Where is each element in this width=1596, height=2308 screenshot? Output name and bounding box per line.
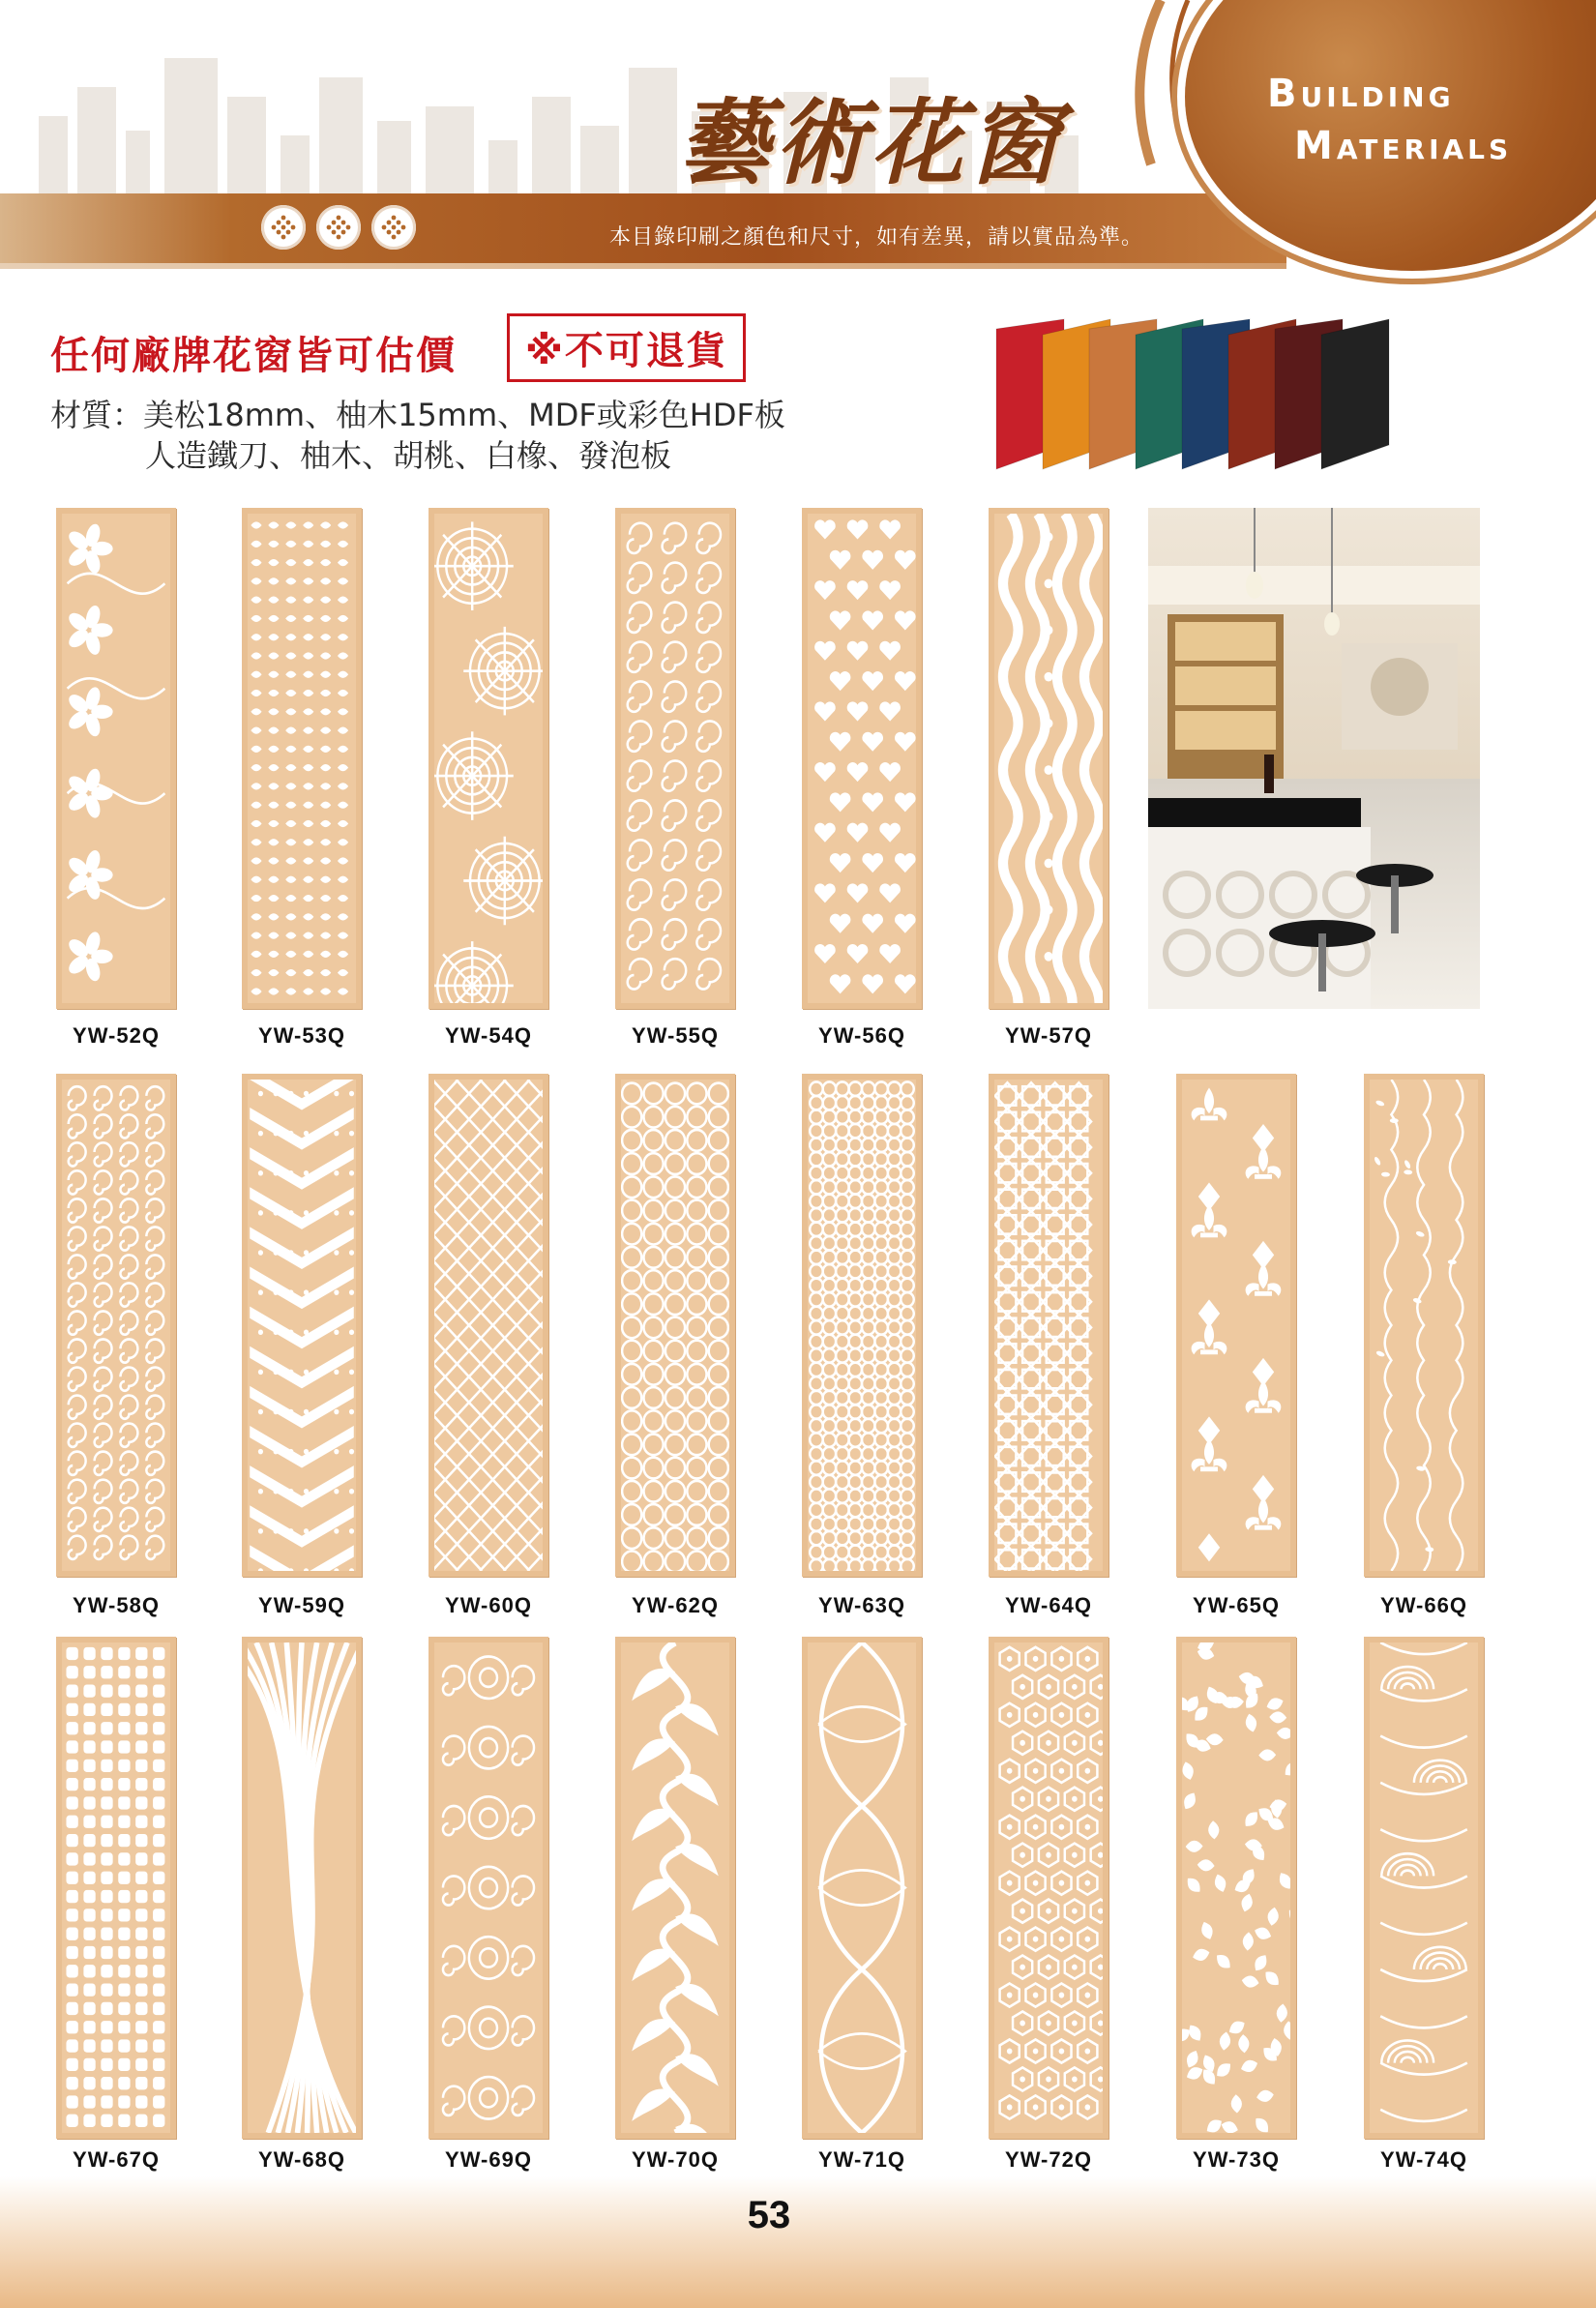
panel-pattern-scroll-rows	[62, 1080, 170, 1571]
panel-pattern-ornate	[434, 1642, 543, 2133]
panel-code-label: YW-58Q	[73, 1593, 160, 1617]
brand-line-materials: MATERIALS	[1294, 124, 1513, 168]
panel-code-label: YW-54Q	[445, 1023, 532, 1048]
material-line: 人造鐵刀、柚木、胡桃、白橡、發泡板	[145, 437, 672, 474]
window-panel-yw-67q	[56, 1637, 176, 2139]
window-panel-yw-68q	[242, 1637, 362, 2139]
panel-code-label: YW-66Q	[1380, 1593, 1467, 1617]
diamond-dot-icon	[261, 205, 306, 250]
panel-pattern-quatrefoil	[621, 1080, 729, 1571]
panel-code-label: YW-57Q	[1005, 1023, 1092, 1048]
panel-code-label: YW-65Q	[1193, 1593, 1280, 1617]
panel-code-label: YW-62Q	[632, 1593, 719, 1617]
panel-pattern-hex-flower	[994, 1642, 1103, 2133]
panel-code-label: YW-63Q	[818, 1593, 905, 1617]
panel-code-label: YW-52Q	[73, 1023, 160, 1048]
page-number: 53	[747, 2194, 791, 2236]
panel-code-label: YW-74Q	[1380, 2147, 1467, 2172]
window-panel-yw-63q	[802, 1074, 922, 1577]
panel-pattern-floral	[62, 514, 170, 1003]
no-return-badge: ※不可退貨	[507, 313, 746, 382]
window-panel-yw-54q	[429, 508, 548, 1009]
panel-pattern-wave-dots	[248, 514, 356, 1003]
panel-code-label: YW-72Q	[1005, 2147, 1092, 2172]
page-title: 藝術花窗	[677, 88, 1064, 197]
panel-code-label: YW-64Q	[1005, 1593, 1092, 1617]
window-panel-yw-56q	[802, 508, 922, 1009]
window-panel-yw-72q	[989, 1637, 1108, 2139]
window-panel-yw-55q	[615, 508, 735, 1009]
panel-pattern-branches	[1370, 1080, 1478, 1571]
window-panel-yw-74q	[1364, 1637, 1484, 2139]
window-panel-yw-64q	[989, 1074, 1108, 1577]
window-panel-yw-71q	[802, 1637, 922, 2139]
window-panel-yw-62q	[615, 1074, 735, 1577]
diamond-dot-icon	[371, 205, 416, 250]
panel-pattern-square-grid	[62, 1642, 170, 2133]
panel-code-label: YW-70Q	[632, 2147, 719, 2172]
window-panel-yw-60q	[429, 1074, 548, 1577]
panel-pattern-circle-grid	[808, 1080, 916, 1571]
header-note: 本目錄印刷之顏色和尺寸，如有差異，請以實品為準。	[609, 225, 1144, 250]
interior-photo	[1148, 508, 1480, 1009]
panel-code-label: YW-68Q	[258, 2147, 345, 2172]
window-panel-yw-59q	[242, 1074, 362, 1577]
panel-pattern-hearts	[808, 514, 916, 1003]
window-panel-yw-70q	[615, 1637, 735, 2139]
panel-pattern-stripes-wave	[994, 514, 1103, 1003]
material-line: 材質：美松18mm、柚木15mm、MDF或彩色HDF板	[50, 397, 785, 433]
panel-code-label: YW-73Q	[1193, 2147, 1280, 2172]
window-panel-yw-69q	[429, 1637, 548, 2139]
estimate-headline: 任何廠牌花窗皆可估價	[50, 334, 457, 378]
panel-code-label: YW-60Q	[445, 1593, 532, 1617]
panel-pattern-acanthus	[621, 1642, 729, 2133]
panel-code-label: YW-69Q	[445, 2147, 532, 2172]
brand-line-building: BUILDING	[1267, 72, 1455, 116]
window-panel-yw-58q	[56, 1074, 176, 1577]
panel-pattern-arabesque	[808, 1642, 916, 2133]
panel-pattern-star-grid	[994, 1080, 1103, 1571]
panel-code-label: YW-59Q	[258, 1593, 345, 1617]
panel-code-label: YW-53Q	[258, 1023, 345, 1048]
panel-pattern-lattice-diamond	[434, 1080, 543, 1571]
panel-code-label: YW-71Q	[818, 2147, 905, 2172]
panel-code-label: YW-67Q	[73, 2147, 160, 2172]
color-boards-image	[987, 300, 1393, 493]
window-panel-yw-57q	[989, 508, 1108, 1009]
window-panel-yw-53q	[242, 508, 362, 1009]
window-panel-yw-65q	[1176, 1074, 1296, 1577]
panel-pattern-fleur	[1182, 1080, 1290, 1571]
panel-pattern-scroll	[621, 514, 729, 1003]
diamond-dot-icon	[316, 205, 361, 250]
panel-pattern-chevron	[248, 1080, 356, 1571]
panel-code-label: YW-56Q	[818, 1023, 905, 1048]
window-panel-yw-66q	[1364, 1074, 1484, 1577]
panel-pattern-leaves	[1182, 1642, 1290, 2133]
window-panel-yw-73q	[1176, 1637, 1296, 2139]
city-skyline-graphic	[0, 39, 1257, 203]
panel-pattern-rosette	[434, 514, 543, 1003]
panel-code-label: YW-55Q	[632, 1023, 719, 1048]
window-panel-yw-52q	[56, 508, 176, 1009]
color-board-swatch	[1321, 319, 1389, 469]
panel-pattern-peony	[1370, 1642, 1478, 2133]
panel-pattern-abstract-lines	[248, 1642, 356, 2133]
